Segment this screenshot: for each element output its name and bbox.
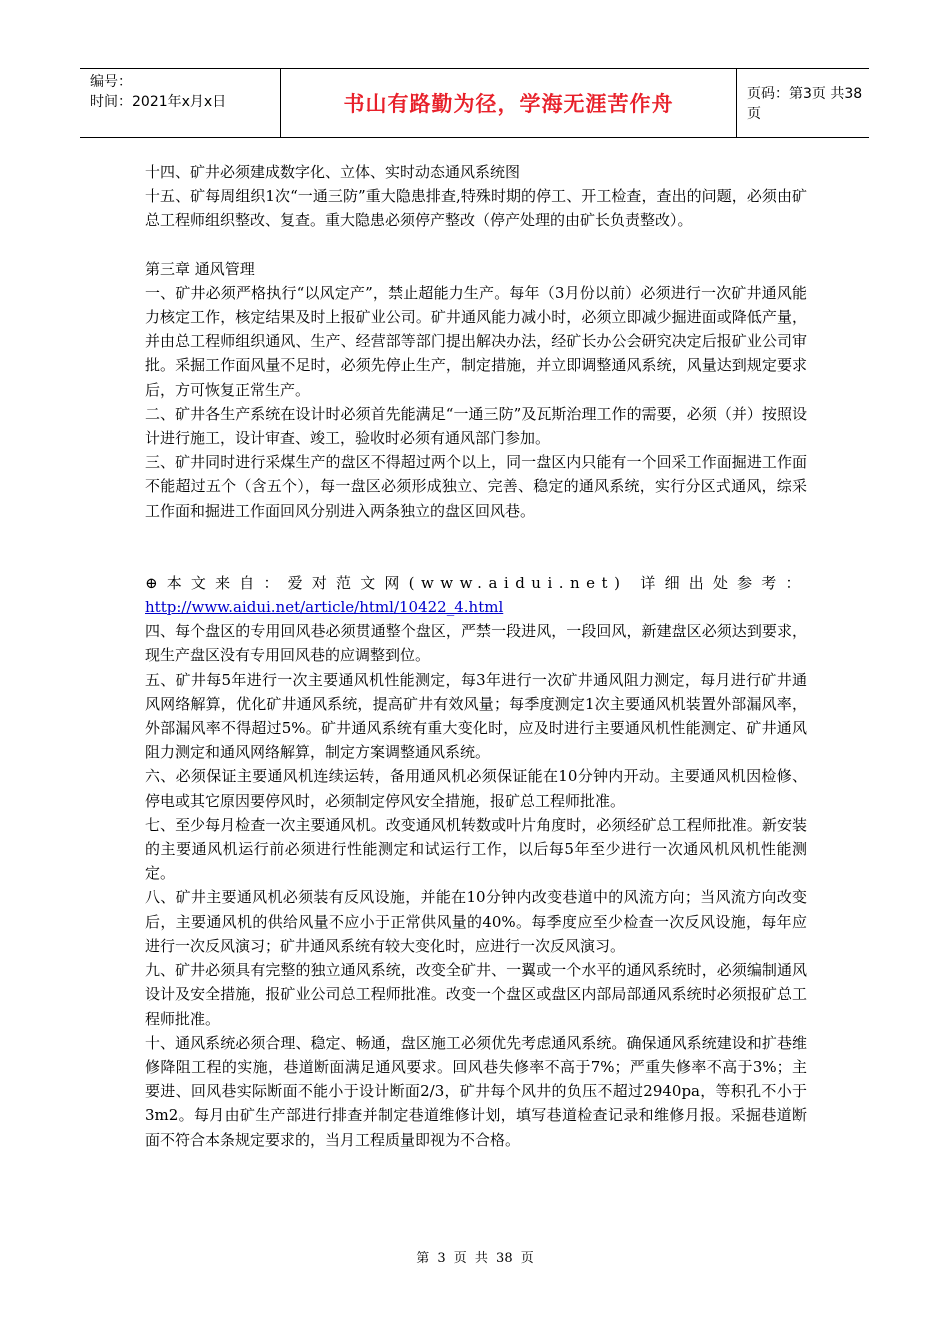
source-prefix: ⊕本文来自：爱对范文网(www.aidui.net) 详细出处参考： [145,573,807,592]
paragraph: 二、矿井各生产系统在设计时必须首先能满足“一通三防”及瓦斯治理工作的需要，必须（并）按照设计进行施工，设计审查、竣工，验收时必须有通风部门参加。 [145,404,807,448]
paragraph: 五、矿井每5年进行一次主要通风机性能测定，每3年进行一次矿井通风阻力测定，每月进行矿井通风网络解算，优化矿井通风系统，提高矿井有效风量；每季度测定1次主要通风机装置外部漏风率，外部漏风率不得超过5%。矿井通风系统有重大变化时，应及时进行主要通风机性能测定、矿井通风阻力测定和通风网络解算，制定方案调整通风系统。 [145,670,807,762]
document-body [145,160,807,1152]
paragraph: 十五、矿每周组织1次“一通三防”重大隐患排查,特殊时期的停工、开工检查，查出的问题，必须由矿总工程师组织整改、复查。重大隐患必须停产整改（停产处理的由矿长负责整改）。 [145,187,807,230]
paragraph: 十四、矿井必须建成数字化、立体、实时动态通风系统图 [145,163,521,181]
source-citation [145,571,807,619]
paragraph: 七、至少每月检查一次主要通风机。改变通风机转数或叶片角度时，必须经矿总工程师批准。新安装的主要通风机运行前必须进行性能测定和试运行工作，以后每5年至少进行一次通风机风机性能测定。 [145,815,807,883]
chapter-title: 第三章 通风管理 [145,259,255,278]
document-number-label: 编号： [90,74,132,90]
paragraph: 四、每个盘区的专用回风巷必须贯通整个盘区，严禁一段进风，一段回风，新建盘区必须达到要求，现生产盘区没有专用回风巷的应调整到位。 [145,622,807,665]
source-link[interactable]: http://www.aidui.net/article/html/10422_4.html [145,598,504,617]
paragraph: 九、矿井必须具有完整的独立通风系统，改变全矿井、一翼或一个水平的通风系统时，必须编制通风设计及安全措施，报矿业公司总工程师批准。改变一个盘区或盘区内部局部通风系统时必须报矿总工程师批准。 [145,961,807,1028]
header-motto: 书山有路勤为径，学海无涯苦作舟 [343,92,674,116]
header-page-info: 页码：第3页 共38页 [747,86,863,122]
header-divider [736,69,737,137]
page-header [80,68,869,138]
page-footer: 第 3 页 共 38 页 [416,1251,534,1266]
paragraph: 三、矿井同时进行采煤生产的盘区不得超过两个以上，同一盘区内只能有一个回采工作面掘进工作面不能超过五个（含五个），每一盘区必须形成独立、完善、稳定的通风系统，实行分区式通风，综采工作面和掘进工作面回风分别进入两条独立的盘区回风巷。 [145,453,807,520]
header-meta [90,72,280,112]
paragraph: 八、矿井主要通风机必须装有反风设施，并能在10分钟内改变巷道中的风流方向；当风流方向改变后，主要通风机的供给风量不应小于正常供风量的40%。每季度应至少检查一次反风设施，每年应进行一次反风演习；矿井通风系统有较大变化时，应进行一次反风演习。 [145,888,807,955]
document-date: 时间：2021年x月x日 [90,94,227,110]
paragraph: 六、必须保证主要通风机连续运转，备用通风机必须保证能在10分钟内开动。主要通风机因检修、停电或其它原因要停风时，必须制定停风安全措施，报矿总工程师批准。 [145,767,807,810]
paragraph: 一、矿井必须严格执行“以风定产”，禁止超能力生产。每年（3月份以前）必须进行一次矿井通风能力核定工作，核定结果及时上报矿业公司。矿井通风能力减小时，必须立即减少掘进面或降低产量，并由总工程师组织通风、生产、经营部等部门提出解决办法，经矿长办公会研究决定后报矿业公司审批。采掘工作面风量不足时，必须先停止生产，制定措施，并立即调整通风系统，风量达到规定要求后，方可恢复正常生产。 [145,283,807,399]
paragraph: 十、通风系统必须合理、稳定、畅通，盘区施工必须优先考虑通风系统。确保通风系统建设和扩巷维修降阻工程的实施，巷道断面满足通风要求。回风巷失修率不高于7%；严重失修率不高于3%；主要进、回风巷实际断面不能小于设计断面2/3，矿井每个风井的负压不超过2940pa，等积孔不小于3m2。每月由矿生产部进行排查并制定巷道维修计划，填写巷道检查记录和维修月报。采掘巷道断面不符合本条规定要求的，当月工程质量即视为不合格。 [145,1033,807,1149]
